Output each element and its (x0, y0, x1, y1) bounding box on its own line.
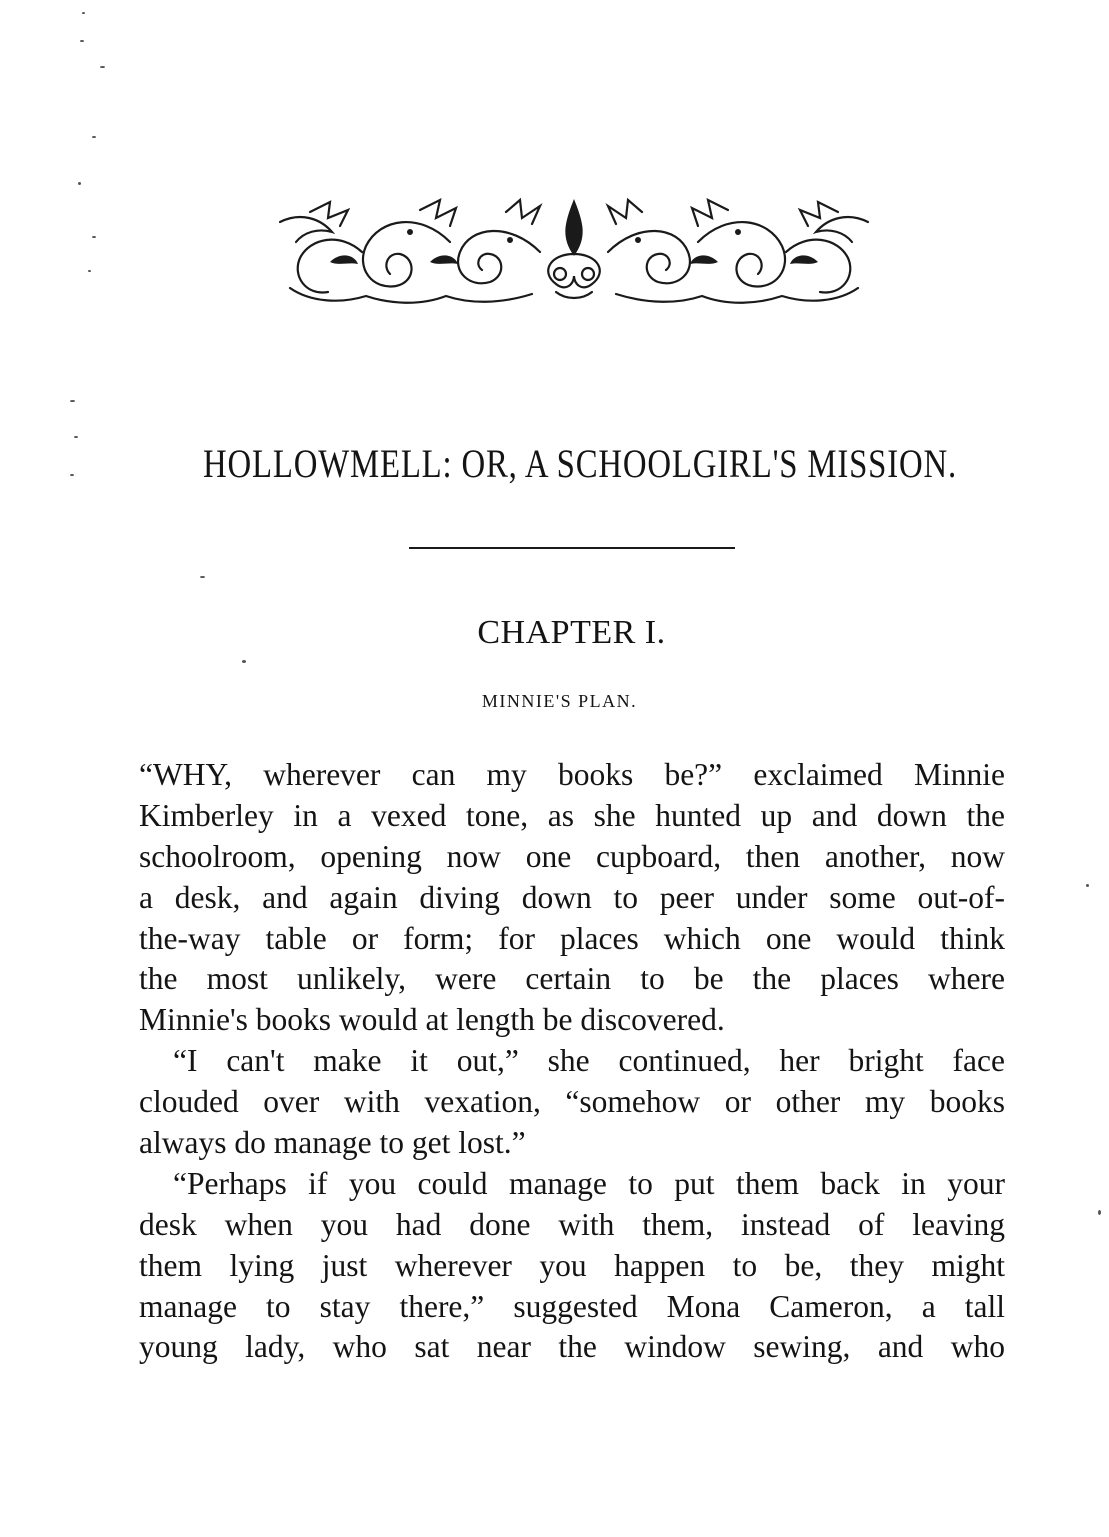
title-divider-rule (409, 547, 735, 549)
floral-headpiece-ornament (270, 192, 878, 314)
text-line: Kimberley in a vexed tone, as she hunted up and down the (139, 797, 1005, 833)
text-line: desk when you had done with them, instead of leaving (139, 1206, 1005, 1242)
scan-speck (242, 660, 246, 663)
text-line: them lying just wherever you happen to be, they might (139, 1247, 1005, 1283)
text-line: manage to stay there,” suggested Mona Cameron, a tall (139, 1288, 1005, 1324)
scan-speck (200, 576, 205, 578)
scan-speck (1098, 1210, 1101, 1215)
scan-speck (70, 474, 74, 476)
text-line: “WHY, wherever can my books be?” exclaimed Minnie (139, 757, 1005, 792)
scan-speck (74, 436, 78, 438)
scan-speck (1086, 884, 1089, 887)
book-title: HOLLOWMELL: OR, A SCHOOLGIRL'S MISSION. (202, 441, 958, 486)
text-line: a desk, and again diving down to peer under some out-of- (139, 879, 1005, 915)
scan-speck (80, 40, 84, 42)
scan-speck (88, 270, 91, 272)
text-line: schoolroom, opening now one cupboard, then another, now (139, 838, 1005, 874)
text-line: the most unlikely, were certain to be the places where (139, 961, 1005, 997)
text-line: “Perhaps if you could manage to put them back in your (173, 1165, 1005, 1201)
scan-speck (92, 136, 96, 138)
text-line: the-way table or form; for places which one would think (139, 920, 1005, 956)
scan-speck (70, 400, 75, 402)
scan-speck (92, 236, 96, 238)
chapter-title: MINNIE'S PLAN. (481, 691, 638, 711)
text-line: always do manage to get lost.” (139, 1125, 526, 1161)
text-line: clouded over with vexation, “somehow or other my books (139, 1084, 1005, 1120)
text-line: “I can't make it out,” she continued, her bright face (173, 1043, 1005, 1079)
scan-speck (100, 66, 105, 68)
scan-speck (82, 12, 85, 14)
chapter-body-text (139, 755, 1005, 1368)
text-line: young lady, who sat near the window sewing, and who (139, 1329, 1005, 1365)
chapter-number: CHAPTER I. (477, 614, 666, 651)
scan-speck (78, 182, 81, 185)
text-line: Minnie's books would at length be discovered. (139, 1002, 725, 1038)
